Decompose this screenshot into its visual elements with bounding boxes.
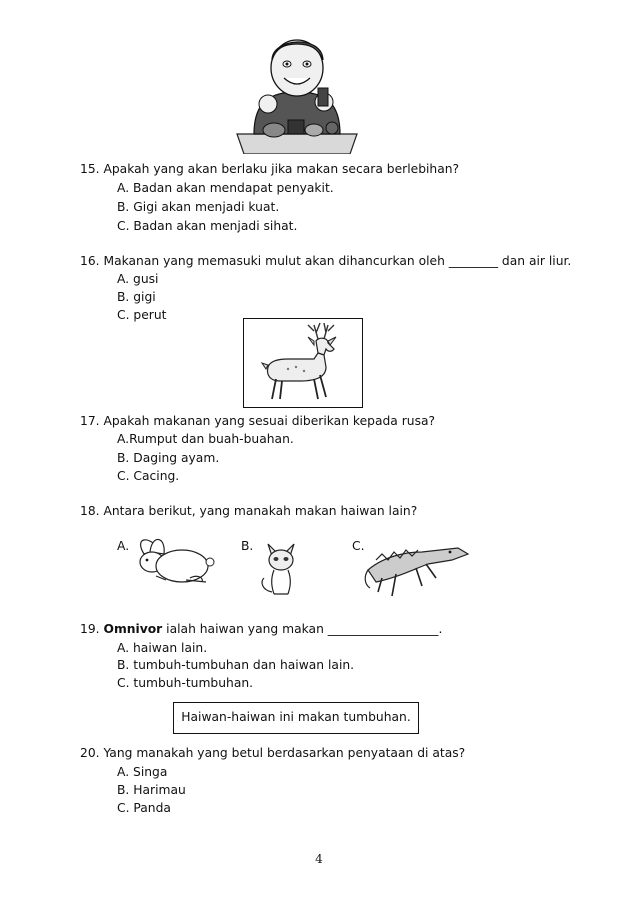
page-number: 4 xyxy=(315,852,323,866)
question-20: 20. Yang manakah yang betul berdasarkan penyataan di atas? xyxy=(80,746,466,760)
q15-option-c: C. Badan akan menjadi sihat. xyxy=(117,219,298,233)
q20-statement: Haiwan-haiwan ini makan tumbuhan. xyxy=(181,710,411,724)
q19-option-a: A. haiwan lain. xyxy=(117,641,208,655)
q19-option-c: C. tumbuh-tumbuhan. xyxy=(117,676,254,690)
q15-option-a: A. Badan akan mendapat penyakit. xyxy=(117,181,334,195)
question-18: 18. Antara berikut, yang manakah makan haiwan lain? xyxy=(80,504,418,518)
q18-option-b-label: B. xyxy=(241,539,254,553)
q17-option-b: B. Daging ayam. xyxy=(117,451,220,465)
question-16: 16. Makanan yang memasuki mulut akan dihancurkan oleh ________ dan air liur. xyxy=(80,254,572,268)
q16-option-c: C. perut xyxy=(117,308,167,322)
question-19 xyxy=(80,621,442,637)
q19-stem-rest: ialah haiwan yang makan __________________. xyxy=(162,622,443,636)
q20-option-a: A. Singa xyxy=(117,765,168,779)
question-17: 17. Apakah makanan yang sesuai diberikan kepada rusa? xyxy=(80,414,436,428)
q16-option-b: B. gigi xyxy=(117,290,156,304)
q20-option-c: C. Panda xyxy=(117,801,171,815)
q17-option-c: C. Cacing. xyxy=(117,469,180,483)
cat-illustration xyxy=(256,538,306,596)
q17-option-a: A.Rumput dan buah-buahan. xyxy=(117,432,294,446)
q19-bold-term: Omnivor xyxy=(103,622,163,636)
q19-option-b: B. tumbuh-tumbuhan dan haiwan lain. xyxy=(117,658,355,672)
q16-option-a: A. gusi xyxy=(117,272,159,286)
q20-statement-box xyxy=(173,702,419,734)
rabbit-illustration xyxy=(130,530,216,586)
q15-option-b: B. Gigi akan menjadi kuat. xyxy=(117,200,280,214)
q18-option-c-label: C. xyxy=(352,539,365,553)
q18-option-a-label: A. xyxy=(117,539,130,553)
question-15: 15. Apakah yang akan berlaku jika makan secara berlebihan? xyxy=(80,162,460,176)
deer-image-frame xyxy=(243,318,363,408)
crocodile-illustration xyxy=(362,530,470,604)
q20-option-b: B. Harimau xyxy=(117,783,186,797)
boy-overeating-illustration xyxy=(232,30,362,154)
q19-number: 19. xyxy=(80,622,100,636)
deer-illustration xyxy=(244,319,362,407)
